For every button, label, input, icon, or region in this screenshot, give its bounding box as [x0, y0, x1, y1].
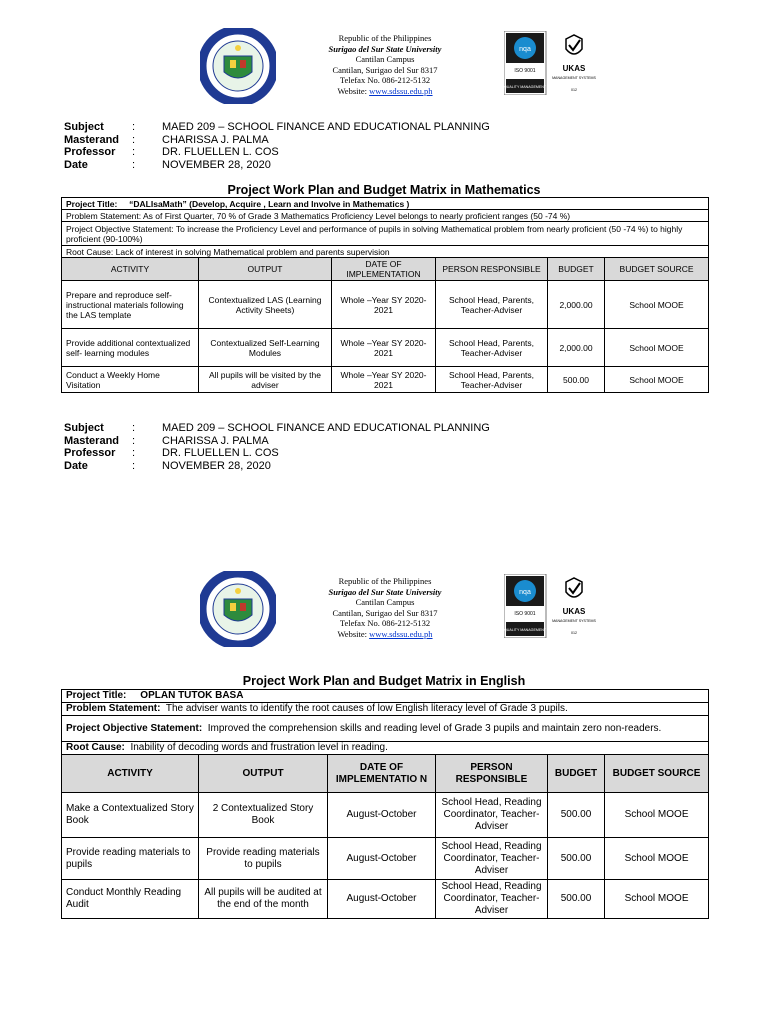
col-header-activity: ACTIVITY — [62, 755, 199, 793]
info-colon: : — [132, 121, 136, 133]
website-link[interactable]: www.sdssu.edu.ph — [369, 85, 433, 96]
info-colon: : — [132, 133, 136, 146]
table-row — [62, 838, 709, 880]
ukas-sub: MANAGEMENT SYSTEMS — [552, 76, 596, 80]
col-header-output: OUTPUT — [199, 755, 328, 793]
quality-label: QUALITY MANAGEMENT — [504, 85, 547, 89]
math-budget-table — [61, 197, 709, 393]
letterhead-address — [285, 33, 485, 96]
address-line: Cantilan, Surigao del Sur 8317 — [332, 64, 438, 75]
info-value: MAED 209 – SCHOOL FINANCE AND EDUCATIONAL PLANNING — [162, 121, 490, 133]
output-cell: Contextualized LAS (Learning Activity Sheets) — [199, 281, 332, 329]
objective-text: Improved the comprehension skills and reading level of Grade 3 pupils and maintain zero non-readers. — [207, 722, 662, 734]
website-label: Website: — [337, 85, 367, 96]
budget-cell: 500.00 — [548, 880, 605, 919]
info-colon: : — [132, 459, 136, 472]
university-name: Surigao del Sur State University — [328, 43, 442, 54]
info-value: CHARISSA J. PALMA — [162, 133, 269, 146]
info-label: Professor — [64, 146, 116, 158]
info-colon: : — [132, 146, 136, 158]
output-cell: All pupils will be audited at the end of the month — [199, 880, 328, 919]
iso-label: ISO 9001 — [514, 611, 536, 617]
source-cell: School MOOE — [605, 838, 709, 880]
objective-label: Project Objective Statement: — [66, 722, 203, 734]
ukas-sub: MANAGEMENT SYSTEMS — [552, 619, 596, 623]
date-cell: Whole –Year SY 2020-2021 — [332, 367, 436, 393]
iso-label: ISO 9001 — [514, 68, 536, 74]
website-label: Website: — [337, 628, 367, 639]
project-title-label: Project Title: — [66, 690, 127, 701]
date-cell: August-October — [328, 793, 436, 838]
info-value: NOVEMBER 28, 2020 — [162, 459, 271, 472]
col-header-budget: BUDGET — [548, 258, 605, 281]
address-line: Cantilan, Surigao del Sur 8317 — [332, 607, 438, 618]
col-header-activity: ACTIVITY — [62, 258, 199, 281]
root-cause: Root Cause: Lack of interest in solving Mathematical problem and parents supervision — [62, 246, 709, 258]
root-text: Inability of decoding words and frustration level in reading. — [130, 742, 388, 753]
col-header-output: OUTPUT — [199, 258, 332, 281]
info-value: DR. FLUELLEN L. COS — [162, 146, 279, 158]
source-cell: School MOOE — [605, 281, 709, 329]
telefax-line: Telefax No. 086-212-5132 — [339, 618, 431, 628]
root-label: Root Cause: — [66, 742, 125, 753]
activity-cell: Conduct a Weekly Home Visitation — [62, 367, 199, 393]
info-label: Professor — [64, 447, 116, 459]
info-row — [64, 121, 490, 134]
certification-badges — [504, 574, 596, 638]
ukas-text: UKAS — [562, 607, 586, 616]
col-header-date: DATE OF IMPLEMENTATIO N — [328, 755, 436, 793]
project-title-row — [62, 198, 709, 210]
root-cause — [62, 742, 709, 755]
republic-line: Republic of the Philippines — [338, 576, 432, 586]
output-cell: Provide reading materials to pupils — [199, 838, 328, 880]
info-colon: : — [132, 422, 136, 434]
ukas-text: UKAS — [562, 64, 586, 73]
activity-cell: Make a Contextualized Story Book — [62, 793, 199, 838]
info-block-2 — [64, 422, 490, 472]
table-row — [62, 793, 709, 838]
info-colon: : — [132, 158, 136, 171]
source-cell: School MOOE — [605, 367, 709, 393]
nqa-text: nqa — [519, 589, 531, 596]
certification-badges — [504, 31, 596, 95]
date-cell: Whole –Year SY 2020-2021 — [332, 281, 436, 329]
ukas-num: 012 — [571, 631, 577, 635]
info-label: Date — [64, 158, 88, 171]
info-label: Masterand — [64, 434, 120, 447]
project-title: OPLAN TUTOK BASA — [140, 690, 244, 701]
activity-cell: Provide reading materials to pupils — [62, 838, 199, 880]
info-row — [64, 447, 490, 460]
activity-cell: Conduct Monthly Reading Audit — [62, 880, 199, 919]
campus-name: Cantilan Campus — [355, 597, 415, 607]
col-header-source: BUDGET SOURCE — [605, 755, 709, 793]
university-seal — [200, 28, 276, 104]
info-value: DR. FLUELLEN L. COS — [162, 447, 279, 459]
problem-text: The adviser wants to identify the root causes of low English literacy level of Grade 3 pupils. — [165, 703, 568, 714]
english-budget-table — [61, 689, 709, 919]
col-header-date: DATE OF IMPLEMENTATION — [332, 258, 436, 281]
info-label: Date — [64, 459, 88, 472]
nqa-text: nqa — [519, 46, 531, 53]
info-row — [64, 435, 490, 448]
project-title: “DALIsaMath” (Develop, Acquire , Learn and Involve in Mathematics ) — [129, 198, 410, 209]
table-row — [62, 281, 709, 329]
table-row — [62, 367, 709, 393]
info-value: MAED 209 – SCHOOL FINANCE AND EDUCATIONAL PLANNING — [162, 422, 490, 434]
info-row — [64, 422, 490, 435]
info-row — [64, 159, 490, 172]
source-cell: School MOOE — [605, 880, 709, 919]
telefax-line: Telefax No. 086-212-5132 — [339, 75, 431, 85]
university-name: Surigao del Sur State University — [328, 586, 442, 597]
info-label: Masterand — [64, 133, 120, 146]
info-row — [64, 460, 490, 473]
output-cell: All pupils will be visited by the adviser — [199, 367, 332, 393]
col-header-budget: BUDGET — [548, 755, 605, 793]
info-label: Subject — [64, 422, 104, 434]
problem-label: Problem Statement: — [66, 703, 161, 714]
budget-cell: 2,000.00 — [548, 281, 605, 329]
budget-cell: 500.00 — [548, 838, 605, 880]
info-label: Subject — [64, 121, 104, 133]
person-cell: School Head, Reading Coordinator, Teacher-Adviser — [436, 793, 548, 838]
budget-cell: 500.00 — [548, 793, 605, 838]
source-cell: School MOOE — [605, 793, 709, 838]
objective-statement: Project Objective Statement: To increase the Proficiency Level and performance of pupils in solving Mathematical problem from nearly proficient (50 -74 %) to highly proficient (90-100%) — [62, 222, 709, 246]
info-row — [64, 134, 490, 147]
activity-cell: Prepare and reproduce self-instructional materials following the LAS template — [62, 281, 199, 329]
activity-cell: Provide additional contextualized self- learning modules — [62, 329, 199, 367]
date-cell: Whole –Year SY 2020-2021 — [332, 329, 436, 367]
english-plan-heading: Project Work Plan and Budget Matrix in English — [242, 674, 526, 688]
quality-label: QUALITY MANAGEMENT — [504, 628, 547, 632]
math-plan-heading: Project Work Plan and Budget Matrix in Mathematics — [227, 183, 541, 197]
objective-statement — [62, 716, 709, 742]
col-header-person: PERSON RESPONSIBLE — [436, 755, 548, 793]
info-value: NOVEMBER 28, 2020 — [162, 158, 271, 171]
output-cell: 2 Contextualized Story Book — [199, 793, 328, 838]
table-row — [62, 880, 709, 919]
person-cell: School Head, Reading Coordinator, Teacher-Adviser — [436, 838, 548, 880]
output-cell: Contextualized Self-Learning Modules — [199, 329, 332, 367]
col-header-person: PERSON RESPONSIBLE — [436, 258, 548, 281]
university-seal — [200, 571, 276, 647]
info-row — [64, 146, 490, 159]
letterhead-address — [285, 576, 485, 639]
person-cell: School Head, Reading Coordinator, Teacher-Adviser — [436, 880, 548, 919]
ukas-num: 012 — [571, 88, 577, 92]
col-header-source: BUDGET SOURCE — [605, 258, 709, 281]
person-cell: School Head, Parents, Teacher-Adviser — [436, 329, 548, 367]
info-colon: : — [132, 447, 136, 459]
project-title-label: Project Title: — [66, 198, 118, 209]
source-cell: School MOOE — [605, 329, 709, 367]
budget-cell: 2,000.00 — [548, 329, 605, 367]
campus-name: Cantilan Campus — [355, 54, 415, 64]
budget-cell: 500.00 — [548, 367, 605, 393]
person-cell: School Head, Parents, Teacher-Adviser — [436, 367, 548, 393]
problem-statement: Problem Statement: As of First Quarter, 70 % of Grade 3 Mathematics Proficiency Level belongs to nearly proficient ranges (50 -74 %) — [62, 210, 709, 222]
date-cell: August-October — [328, 880, 436, 919]
republic-line: Republic of the Philippines — [338, 33, 432, 43]
project-title-row — [62, 690, 709, 703]
info-colon: : — [132, 434, 136, 447]
problem-statement — [62, 703, 709, 716]
info-block-1 — [64, 121, 490, 171]
person-cell: School Head, Parents, Teacher-Adviser — [436, 281, 548, 329]
info-value: CHARISSA J. PALMA — [162, 434, 269, 447]
table-row — [62, 329, 709, 367]
date-cell: August-October — [328, 838, 436, 880]
website-link[interactable]: www.sdssu.edu.ph — [369, 628, 433, 639]
